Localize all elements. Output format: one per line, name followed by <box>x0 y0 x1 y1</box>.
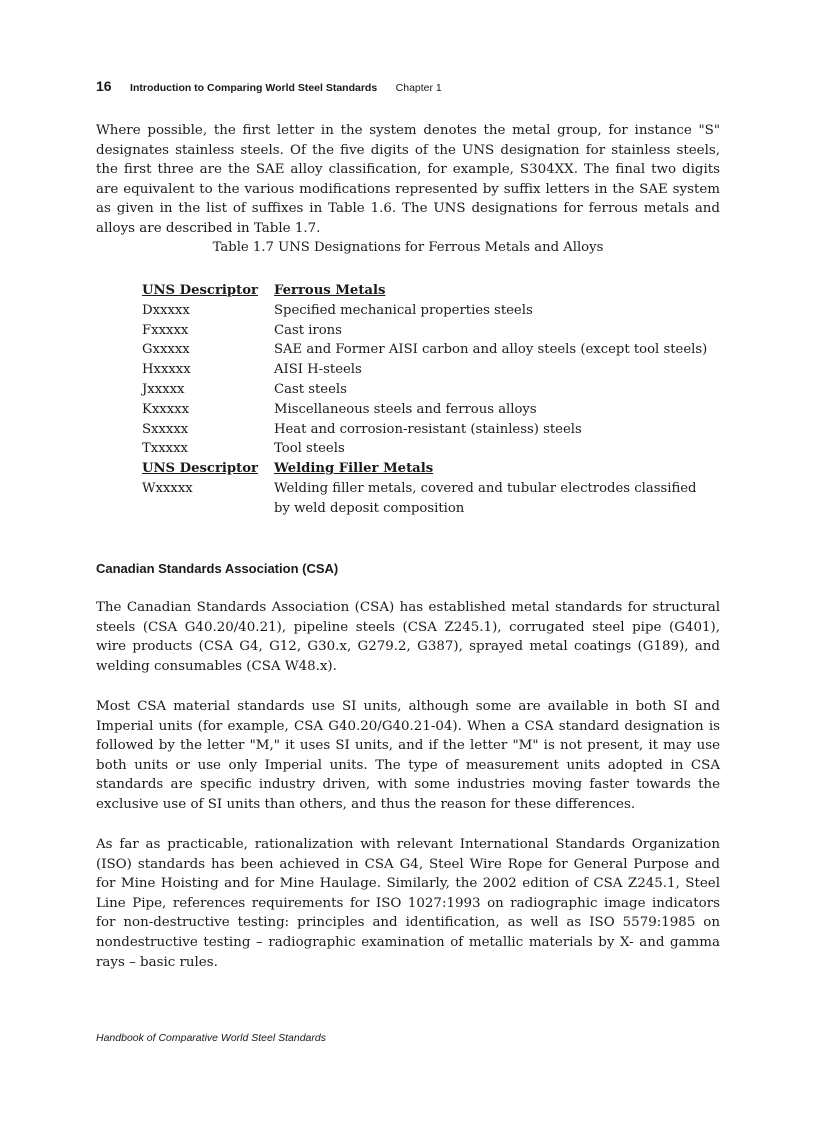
section-heading: Canadian Standards Association (CSA) <box>96 561 339 576</box>
uns-description: Cast irons <box>274 322 342 338</box>
table-row <box>142 380 722 400</box>
uns-description: SAE and Former AISI carbon and alloy steels (except tool steels) <box>274 342 708 358</box>
uns-code: Dxxxxx <box>142 302 190 318</box>
uns-code: Gxxxxx <box>142 342 190 358</box>
uns-description: Heat and corrosion-resistant (stainless) steels <box>274 421 582 437</box>
chapter-label: Chapter 1 <box>395 82 442 94</box>
uns-code: Kxxxxx <box>142 401 190 417</box>
column-header-ferrous-metals: Ferrous Metals <box>274 283 386 298</box>
uns-designations-table <box>142 281 722 519</box>
uns-code: Sxxxxx <box>142 421 189 437</box>
table-row <box>142 340 722 360</box>
column-header-welding-filler-metals: Welding Filler Metals <box>274 461 434 477</box>
page-number: 16 <box>96 78 112 94</box>
uns-description-line: by weld deposit composition <box>274 500 465 516</box>
running-footer: Handbook of Comparative World Steel Standards <box>96 1032 326 1044</box>
uns-description: AISI H-steels <box>274 362 362 378</box>
uns-code: Wxxxxx <box>142 480 193 496</box>
table-row <box>142 420 722 440</box>
uns-description <box>274 479 722 519</box>
running-header-title: Introduction to Comparing World Steel Standards <box>130 82 378 94</box>
table-row <box>142 400 722 420</box>
csa-paragraph: The Canadian Standards Association (CSA) has established metal standards for structural steels (CSA G40.20/40.21), pipeline steels (CSA Z245.1), corrugated steel pipe (G401), wire products (CSA G4, G12, G30.x, G279.2, G387), sprayed metal coatings (G189), and welding consumables (CSA W48.x). <box>96 600 720 674</box>
table-header-row <box>142 459 722 479</box>
table-row <box>142 360 722 380</box>
table-row <box>142 321 722 341</box>
intro-paragraph: Where possible, the first letter in the system denotes the metal group, for instance "S" designates stainless steels. Of the five digits of the UNS designation for stainless steels, the first three are the SAE alloy classification, for example, S304XX. The final two digits are equivalent to the various modifications represented by suffix letters in the SAE system as given in the list of suffixes in Table 1.6. The UNS designations for ferrous metals and alloys are described in Table 1.7. <box>96 123 720 236</box>
table-header-row <box>142 281 722 301</box>
uns-code: Fxxxxx <box>142 322 189 338</box>
uns-description: Specified mechanical properties steels <box>274 302 533 318</box>
uns-code: Jxxxxx <box>142 381 185 397</box>
uns-description: Tool steels <box>274 441 345 457</box>
uns-code: Hxxxxx <box>142 362 191 378</box>
table-caption: Table 1.7 UNS Designations for Ferrous Metals and Alloys <box>212 240 604 255</box>
table-row <box>142 301 722 321</box>
csa-paragraph: As far as practicable, rationalization with relevant International Standards Organization (ISO) standards has been achieved in CSA G4, Steel Wire Rope for General Purpose and for Mine Hoisting and for Mine Haulage. Similarly, the 2002 edition of CSA Z245.1, Steel Line Pipe, references requirements for ISO 1027:1993 on radiographic image indicators for non-destructive testing: principles and identification, as well as ISO 5579:1985 on nondestructive testing – radiographic examination of metallic materials by X- and gamma rays – basic rules. <box>96 837 720 970</box>
csa-paragraph: Most CSA material standards use SI units, although some are available in both SI and Imperial units (for example, CSA G40.20/G40.21-04). When a CSA standard designation is followed by the letter "M," it uses SI units, and if the letter "M" is not present, it may use both units or use only Imperial units. The type of measurement units adopted in CSA standards are specific industry driven, with some industries moving faster towards the exclusive use of SI units than others, and thus the reason for these differences. <box>96 699 720 812</box>
uns-code: Txxxxx <box>142 441 188 457</box>
column-header-uns-descriptor: UNS Descriptor <box>142 461 258 477</box>
table-row <box>142 479 722 519</box>
uns-description: Miscellaneous steels and ferrous alloys <box>274 401 537 417</box>
running-header <box>96 78 442 96</box>
uns-description-line: Welding filler metals, covered and tubular electrodes classified <box>274 480 697 496</box>
table-row <box>142 439 722 459</box>
uns-description: Cast steels <box>274 381 347 397</box>
column-header-uns-descriptor: UNS Descriptor <box>142 283 258 298</box>
